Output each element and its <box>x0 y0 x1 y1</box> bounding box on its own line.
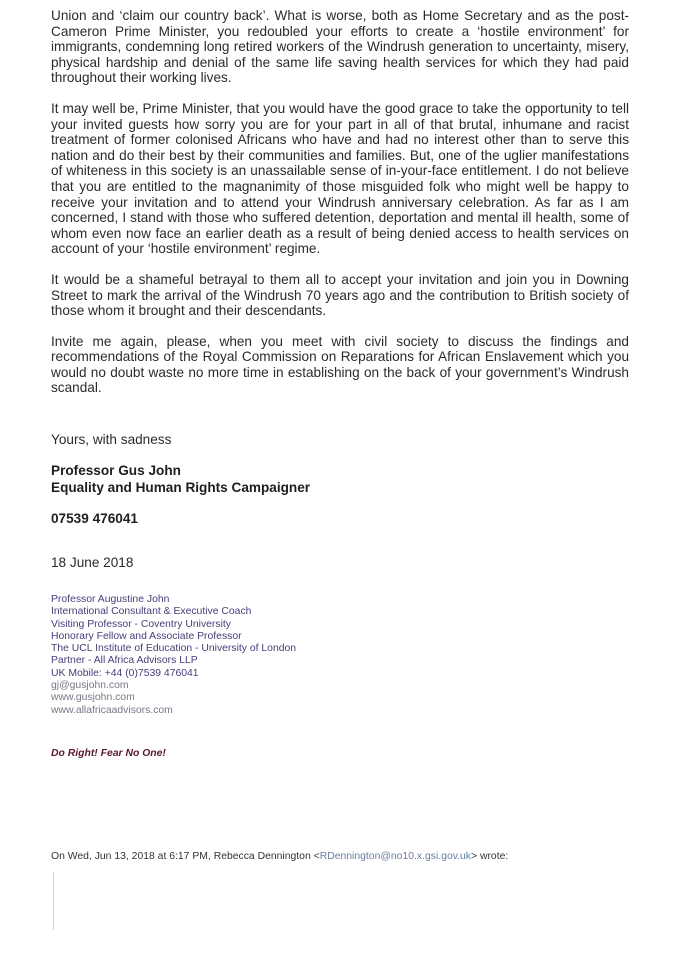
quoted-suffix: > wrote: <box>471 851 509 862</box>
email-signature <box>51 594 296 717</box>
letter-paragraph-1: Union and ‘claim our country back’. What is worse, both as Home Secretary and as the post-Cameron Prime Minister, you redoubled your efforts to create a ‘hostile environment’ for immigrants, condemning long retired workers of the Windrush generation to uncertainty, misery, physical hardship and denial of the same life saving health services for which they had paid throughout their working lives. <box>51 8 629 86</box>
signature-honorary: Honorary Fellow and Associate Professor <box>51 630 242 642</box>
signature-website2-link[interactable]: www.allafricaadvisors.com <box>51 704 173 716</box>
signature-email-link[interactable]: gj@gusjohn.com <box>51 680 129 692</box>
letter-date: 18 June 2018 <box>51 555 134 570</box>
signature-motto: Do Right! Fear No One! <box>51 748 166 759</box>
signature-partner: Partner - All Africa Advisors LLP <box>51 655 198 667</box>
signature-visiting: Visiting Professor - Coventry University <box>51 618 231 630</box>
quoted-reply-header <box>51 851 508 862</box>
signature-role: International Consultant & Executive Coach <box>51 606 252 618</box>
letter-paragraph-4: Invite me again, please, when you meet with civil society to discuss the findings and recommendations of the Royal Commission on Reparations for African Enslavement which you would no doubt waste no more time in establishing on the back of your government’s Windrush scandal. <box>51 333 629 396</box>
quote-divider <box>53 872 54 930</box>
quoted-prefix: On Wed, Jun 13, 2018 at 6:17 PM, Rebecca Dennington < <box>51 851 320 862</box>
signer-name: Professor Gus John <box>51 463 181 478</box>
letter-paragraph-3: It would be a shameful betrayal to them all to accept your invitation and join you in Downing Street to mark the arrival of the Windrush 70 years ago and the contribution to British society of those whom it brought and their descendants. <box>51 271 629 319</box>
signature-name: Professor Augustine John <box>51 594 170 605</box>
signer-title: Equality and Human Rights Campaigner <box>51 480 311 495</box>
quoted-email-link[interactable]: RDennington@no10.x.gsi.gov.uk <box>319 851 472 862</box>
signature-mobile: UK Mobile: +44 (0)7539 476041 <box>51 667 199 679</box>
letter-paragraph-2: It may well be, Prime Minister, that you would have the good grace to take the opportunity to tell your invited guests how sorry you are for your part in all of that brutal, inhumane and racist treatment of former colonised Africans who have and had no interest other than to serve this nation and do their best by their communities and families. But, one of the uglier manifestations of whiteness in this society is an unassailable sense of in-your-face entitlement. I do not believe that you are entitled to the magnanimity of those misguided folk who might well be happy to receive your invitation and to attend your Windrush anniversary celebration. As far as I am concerned, I stand with those who suffered detention, deportation and mental ill health, some of whom even now face an earlier death as a result of being denied access to health services on account of your ‘hostile environment’ regime. <box>51 100 629 257</box>
signature-website-link[interactable]: www.gusjohn.com <box>51 692 135 704</box>
letter-body <box>51 8 629 411</box>
signer-phone: 07539 476041 <box>51 511 138 526</box>
closing-salutation: Yours, with sadness <box>51 432 172 447</box>
signature-institute: The UCL Institute of Education - University of London <box>51 643 297 655</box>
